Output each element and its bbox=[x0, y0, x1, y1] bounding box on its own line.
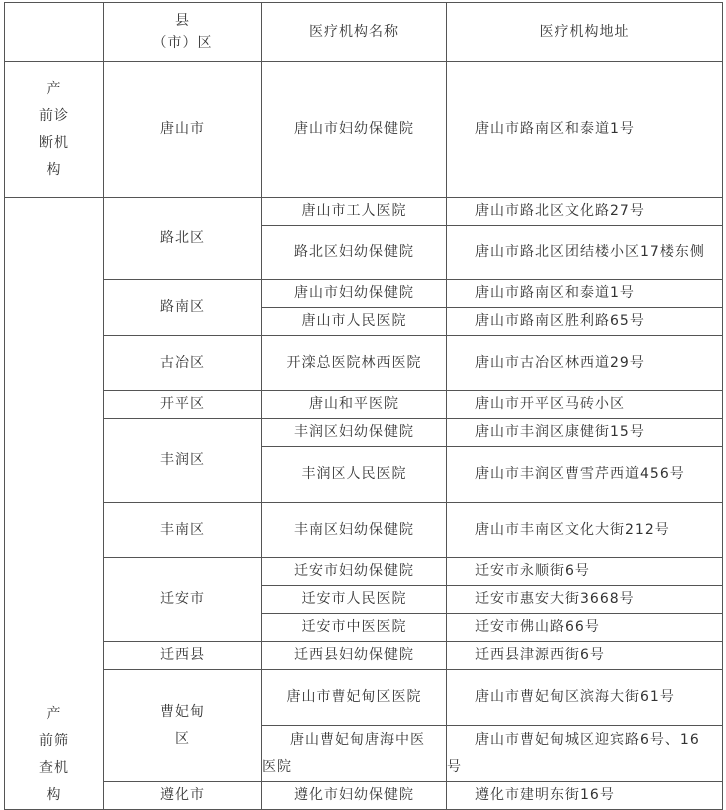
table-row bbox=[5, 558, 723, 586]
institution-name: 迁安市妇幼保健院 bbox=[262, 558, 447, 586]
table-row bbox=[5, 670, 723, 726]
table-row bbox=[5, 419, 723, 447]
county-guye: 古冶区 bbox=[104, 336, 262, 391]
table-row bbox=[5, 280, 723, 308]
screening-type-line: 产 bbox=[46, 706, 62, 722]
table-row bbox=[5, 391, 723, 419]
institution-name: 唐山和平医院 bbox=[262, 391, 447, 419]
medical-institution-table bbox=[4, 2, 723, 810]
institution-name: 唐山市工人医院 bbox=[262, 198, 447, 226]
table-row bbox=[5, 782, 723, 810]
county-lubei: 路北区 bbox=[104, 198, 262, 280]
institution-address: 迁安市佛山路66号 bbox=[447, 614, 723, 642]
institution-address: 唐山市丰润区曹雪芹西道456号 bbox=[447, 447, 723, 503]
screening-type-line: 前筛 bbox=[39, 733, 69, 749]
institution-address: 迁西县津源西街6号 bbox=[447, 642, 723, 670]
institution-name: 迁安市中医医院 bbox=[262, 614, 447, 642]
table-row bbox=[5, 336, 723, 391]
institution-name: 丰润区妇幼保健院 bbox=[262, 419, 447, 447]
diagnosis-name: 唐山市妇幼保健院 bbox=[262, 62, 447, 198]
county-zunhua: 遵化市 bbox=[104, 782, 262, 810]
institution-address: 唐山市曹妃甸城区迎宾路6号、16号 bbox=[447, 726, 723, 782]
institution-address: 唐山市路北区团结楼小区17楼东侧 bbox=[447, 226, 723, 280]
table-row bbox=[5, 503, 723, 558]
county-caofeidian: 曹妃甸区 bbox=[104, 670, 262, 782]
institution-address: 唐山市路南区胜利路65号 bbox=[447, 308, 723, 336]
screening-type-line: 构 bbox=[46, 787, 62, 803]
header-type-cell bbox=[5, 3, 104, 62]
institution-name: 开滦总医院林西医院 bbox=[262, 336, 447, 391]
county-lunan: 路南区 bbox=[104, 280, 262, 336]
diagnosis-type-line: 产 bbox=[46, 80, 62, 97]
table-row bbox=[5, 642, 723, 670]
institution-name: 迁安市人民医院 bbox=[262, 586, 447, 614]
county-fengrun: 丰润区 bbox=[104, 419, 262, 503]
diagnosis-row bbox=[5, 62, 723, 198]
screening-type-line: 查机 bbox=[39, 760, 69, 776]
institution-address: 迁安市永顺街6号 bbox=[447, 558, 723, 586]
diagnosis-type-line: 断机 bbox=[39, 134, 69, 151]
county-qianxi: 迁西县 bbox=[104, 642, 262, 670]
institution-name: 路北区妇幼保健院 bbox=[262, 226, 447, 280]
institution-address: 唐山市开平区马砖小区 bbox=[447, 391, 723, 419]
diagnosis-type-line: 前诊 bbox=[39, 107, 69, 124]
county-fengnan: 丰南区 bbox=[104, 503, 262, 558]
table-row bbox=[5, 198, 723, 226]
header-row bbox=[5, 3, 723, 62]
institution-name: 唐山曹妃甸唐海中医医院 bbox=[262, 726, 447, 782]
institution-name: 迁西县妇幼保健院 bbox=[262, 642, 447, 670]
county-qianan: 迁安市 bbox=[104, 558, 262, 642]
institution-address: 遵化市建明东街16号 bbox=[447, 782, 723, 810]
header-county-line1: 县 bbox=[175, 13, 190, 29]
header-address: 医疗机构地址 bbox=[447, 3, 723, 62]
institution-address: 迁安市惠安大街3668号 bbox=[447, 586, 723, 614]
institution-name: 唐山市人民医院 bbox=[262, 308, 447, 336]
institution-address: 唐山市曹妃甸区滨海大街61号 bbox=[447, 670, 723, 726]
screening-type-cell bbox=[5, 198, 104, 810]
diagnosis-type-line: 构 bbox=[46, 161, 62, 178]
institution-name: 丰南区妇幼保健院 bbox=[262, 503, 447, 558]
institution-address: 唐山市丰南区文化大街212号 bbox=[447, 503, 723, 558]
header-county-line2: （市）区 bbox=[152, 35, 213, 51]
diagnosis-type-cell bbox=[5, 62, 104, 198]
header-county bbox=[104, 3, 262, 62]
county-kaiping: 开平区 bbox=[104, 391, 262, 419]
diagnosis-address: 唐山市路南区和泰道1号 bbox=[447, 62, 723, 198]
institution-address: 唐山市路南区和泰道1号 bbox=[447, 280, 723, 308]
institution-address: 唐山市路北区文化路27号 bbox=[447, 198, 723, 226]
institution-address: 唐山市丰润区康健街15号 bbox=[447, 419, 723, 447]
diagnosis-county: 唐山市 bbox=[104, 62, 262, 198]
institution-name: 唐山市曹妃甸区医院 bbox=[262, 670, 447, 726]
institution-address: 唐山市古冶区林西道29号 bbox=[447, 336, 723, 391]
institution-name: 唐山市妇幼保健院 bbox=[262, 280, 447, 308]
header-name: 医疗机构名称 bbox=[262, 3, 447, 62]
institution-name: 丰润区人民医院 bbox=[262, 447, 447, 503]
institution-name: 遵化市妇幼保健院 bbox=[262, 782, 447, 810]
